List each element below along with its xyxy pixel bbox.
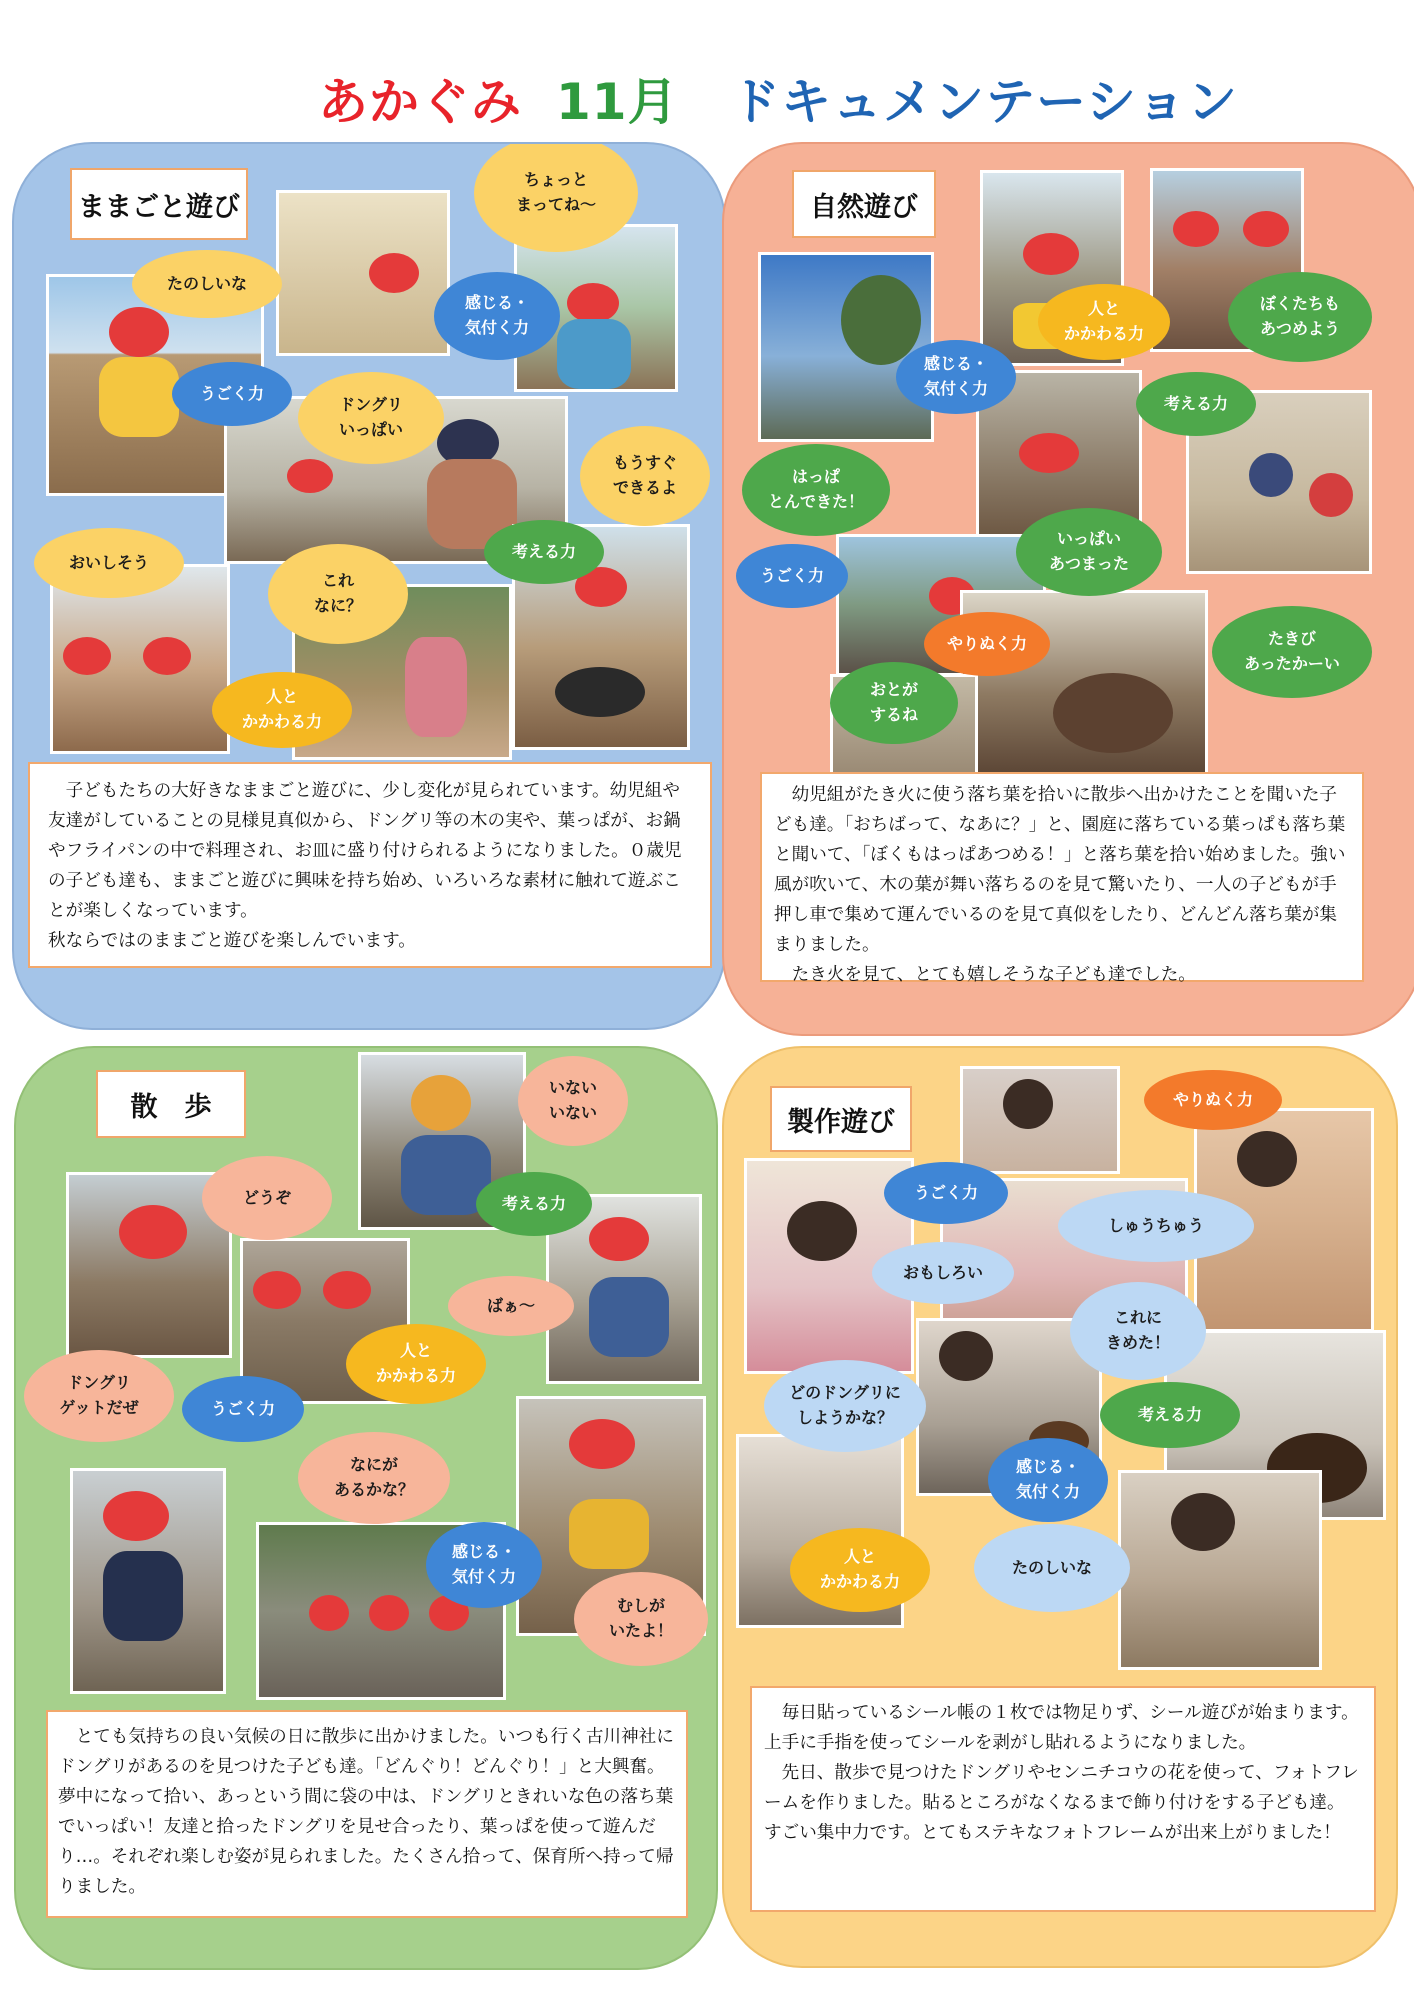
section-heading: ままごと遊び <box>70 168 248 240</box>
speech-bubble: どのドングリに しようかな？ <box>764 1360 926 1452</box>
speech-bubble: ドングリ ゲットだぜ <box>24 1350 174 1442</box>
paragraph: とても気持ちの良い気候の日に散歩に出かけました。いつも行く古川神社にドングリがあるのを見つけた子ども達。「どんぐり！どんぐり！」と大興奮。夢中になって拾い、あっという間に袋の中は、ドングリときれいな色の落ち葉でいっぱい！友達と拾ったドングリを見せ合ったり、葉っぱを使って遊んだり…。それぞれ楽しむ姿が見られました。たくさん拾って、保育所へ持って帰りました。 <box>58 1727 674 1897</box>
speech-bubble: もうすぐ できるよ <box>580 426 710 526</box>
section-mamagoto <box>12 142 726 1030</box>
skill-bubble: 人と かかわる力 <box>1038 284 1170 360</box>
speech-bubble: これに きめた！ <box>1070 1282 1206 1380</box>
title-class: あかぐみ <box>318 73 522 131</box>
skill-bubble: 人と かかわる力 <box>790 1528 930 1612</box>
skill-bubble: 人と かかわる力 <box>212 672 352 748</box>
section-heading: 自然遊び <box>792 170 936 238</box>
skill-bubble: 考える力 <box>1100 1382 1240 1448</box>
speech-bubble: たのしいな <box>132 250 282 318</box>
skill-bubble: 人と かかわる力 <box>346 1324 486 1404</box>
paragraph: たき火を見て、とても嬉しそうな子ども達でした。 <box>774 965 1196 985</box>
page-title <box>0 62 1414 132</box>
speech-bubble: どうぞ <box>202 1156 332 1240</box>
speech-bubble: おもしろい <box>872 1242 1014 1304</box>
paragraph: 先日、散歩で見つけたドングリやセンニチコウの花を使って、フォトフレームを作りました。貼るところがなくなるまで飾り付けをする子ども達。すごい集中力です。とてもステキなフォトフレームが出来上がりました！ <box>764 1763 1359 1843</box>
speech-bubble: これ なに？ <box>268 544 408 644</box>
speech-bubble: ドングリ いっぱい <box>298 372 444 464</box>
speech-bubble: なにが あるかな？ <box>298 1432 450 1524</box>
photo <box>758 252 934 442</box>
photo <box>1118 1470 1322 1670</box>
skill-bubble: うごく力 <box>172 362 292 426</box>
photo <box>276 190 450 356</box>
skill-bubble: 考える力 <box>1136 372 1256 436</box>
section-heading: 散 歩 <box>96 1070 246 1138</box>
skill-bubble: うごく力 <box>884 1162 1008 1224</box>
skill-bubble: やりぬく力 <box>1144 1070 1282 1130</box>
skill-bubble: やりぬく力 <box>924 612 1050 676</box>
skill-bubble: うごく力 <box>736 544 848 608</box>
skill-bubble: うごく力 <box>182 1376 304 1442</box>
photo <box>960 1066 1120 1174</box>
skill-bubble: 考える力 <box>484 520 604 584</box>
speech-bubble: ぼくたちも あつめよう <box>1228 272 1372 362</box>
speech-bubble: たのしいな <box>974 1524 1130 1612</box>
paragraph: 毎日貼っているシール帳の１枚では物足りず、シール遊びが始まります。上手に手指を使ってシールを剥がし貼れるようになりました。 <box>764 1703 1359 1753</box>
section-text <box>28 762 712 968</box>
speech-bubble: ばぁ～ <box>448 1276 574 1336</box>
paragraph: 子どもたちの大好きなままごと遊びに、少し変化が見られています。幼児組や友達がしていることの見様見真似から、ドングリ等の木の実や、葉っぱが、お鍋やフライパンの中で料理され、お皿に盛り付けられるようになりました。０歳児の子ども達も、ままごと遊びに興味を持ち始め、いろいろな素材に触れて遊ぶことが楽しくなっています。 <box>48 781 682 921</box>
section-text <box>46 1710 688 1918</box>
section-text <box>760 772 1364 985</box>
skill-bubble: 感じる・ 気付く力 <box>988 1438 1108 1522</box>
section-sanpo <box>14 1046 718 1970</box>
paragraph: 幼児組がたき火に使う落ち葉を拾いに散歩へ出かけたことを聞いた子ども達。「おちばって、なあに？」と、園庭に落ちている葉っぱも落ち葉と聞いて、「ぼくもはっぱあつめる！」と落ち葉を拾い始めました。強い風が吹いて、木の葉が舞い落ちるのを見て驚いたり、一人の子どもが手押し車で集めて運んでいるのを見て真似をしたり、どんどん落ち葉が集まりました。 <box>774 785 1346 955</box>
skill-bubble: 感じる・ 気付く力 <box>426 1522 542 1608</box>
skill-bubble: 感じる・ 気付く力 <box>896 340 1016 414</box>
photo <box>70 1468 226 1694</box>
speech-bubble: むしが いたよ！ <box>574 1572 708 1666</box>
speech-bubble: はっぱ とんできた！ <box>742 444 890 536</box>
speech-bubble: いっぱい あつまった <box>1016 508 1162 596</box>
title-month: 11月 <box>556 73 679 131</box>
speech-bubble: いない いない <box>518 1056 628 1146</box>
section-text <box>750 1686 1376 1912</box>
skill-bubble: 考える力 <box>476 1172 592 1236</box>
section-seisaku <box>722 1046 1398 1968</box>
speech-bubble: おとが するね <box>830 662 958 744</box>
skill-bubble: 感じる・ 気付く力 <box>434 272 560 360</box>
speech-bubble: しゅうちゅう <box>1058 1190 1254 1262</box>
paragraph: 秋ならではのままごと遊びを楽しんでいます。 <box>48 931 416 951</box>
speech-bubble: たきび あったかーい <box>1212 606 1372 698</box>
section-heading: 製作遊び <box>770 1086 912 1152</box>
speech-bubble: おいしそう <box>34 528 184 598</box>
speech-bubble: ちょっと まってね～ <box>474 142 638 252</box>
title-label: ドキュメンテーション <box>730 73 1238 131</box>
section-shizen <box>722 142 1414 1036</box>
